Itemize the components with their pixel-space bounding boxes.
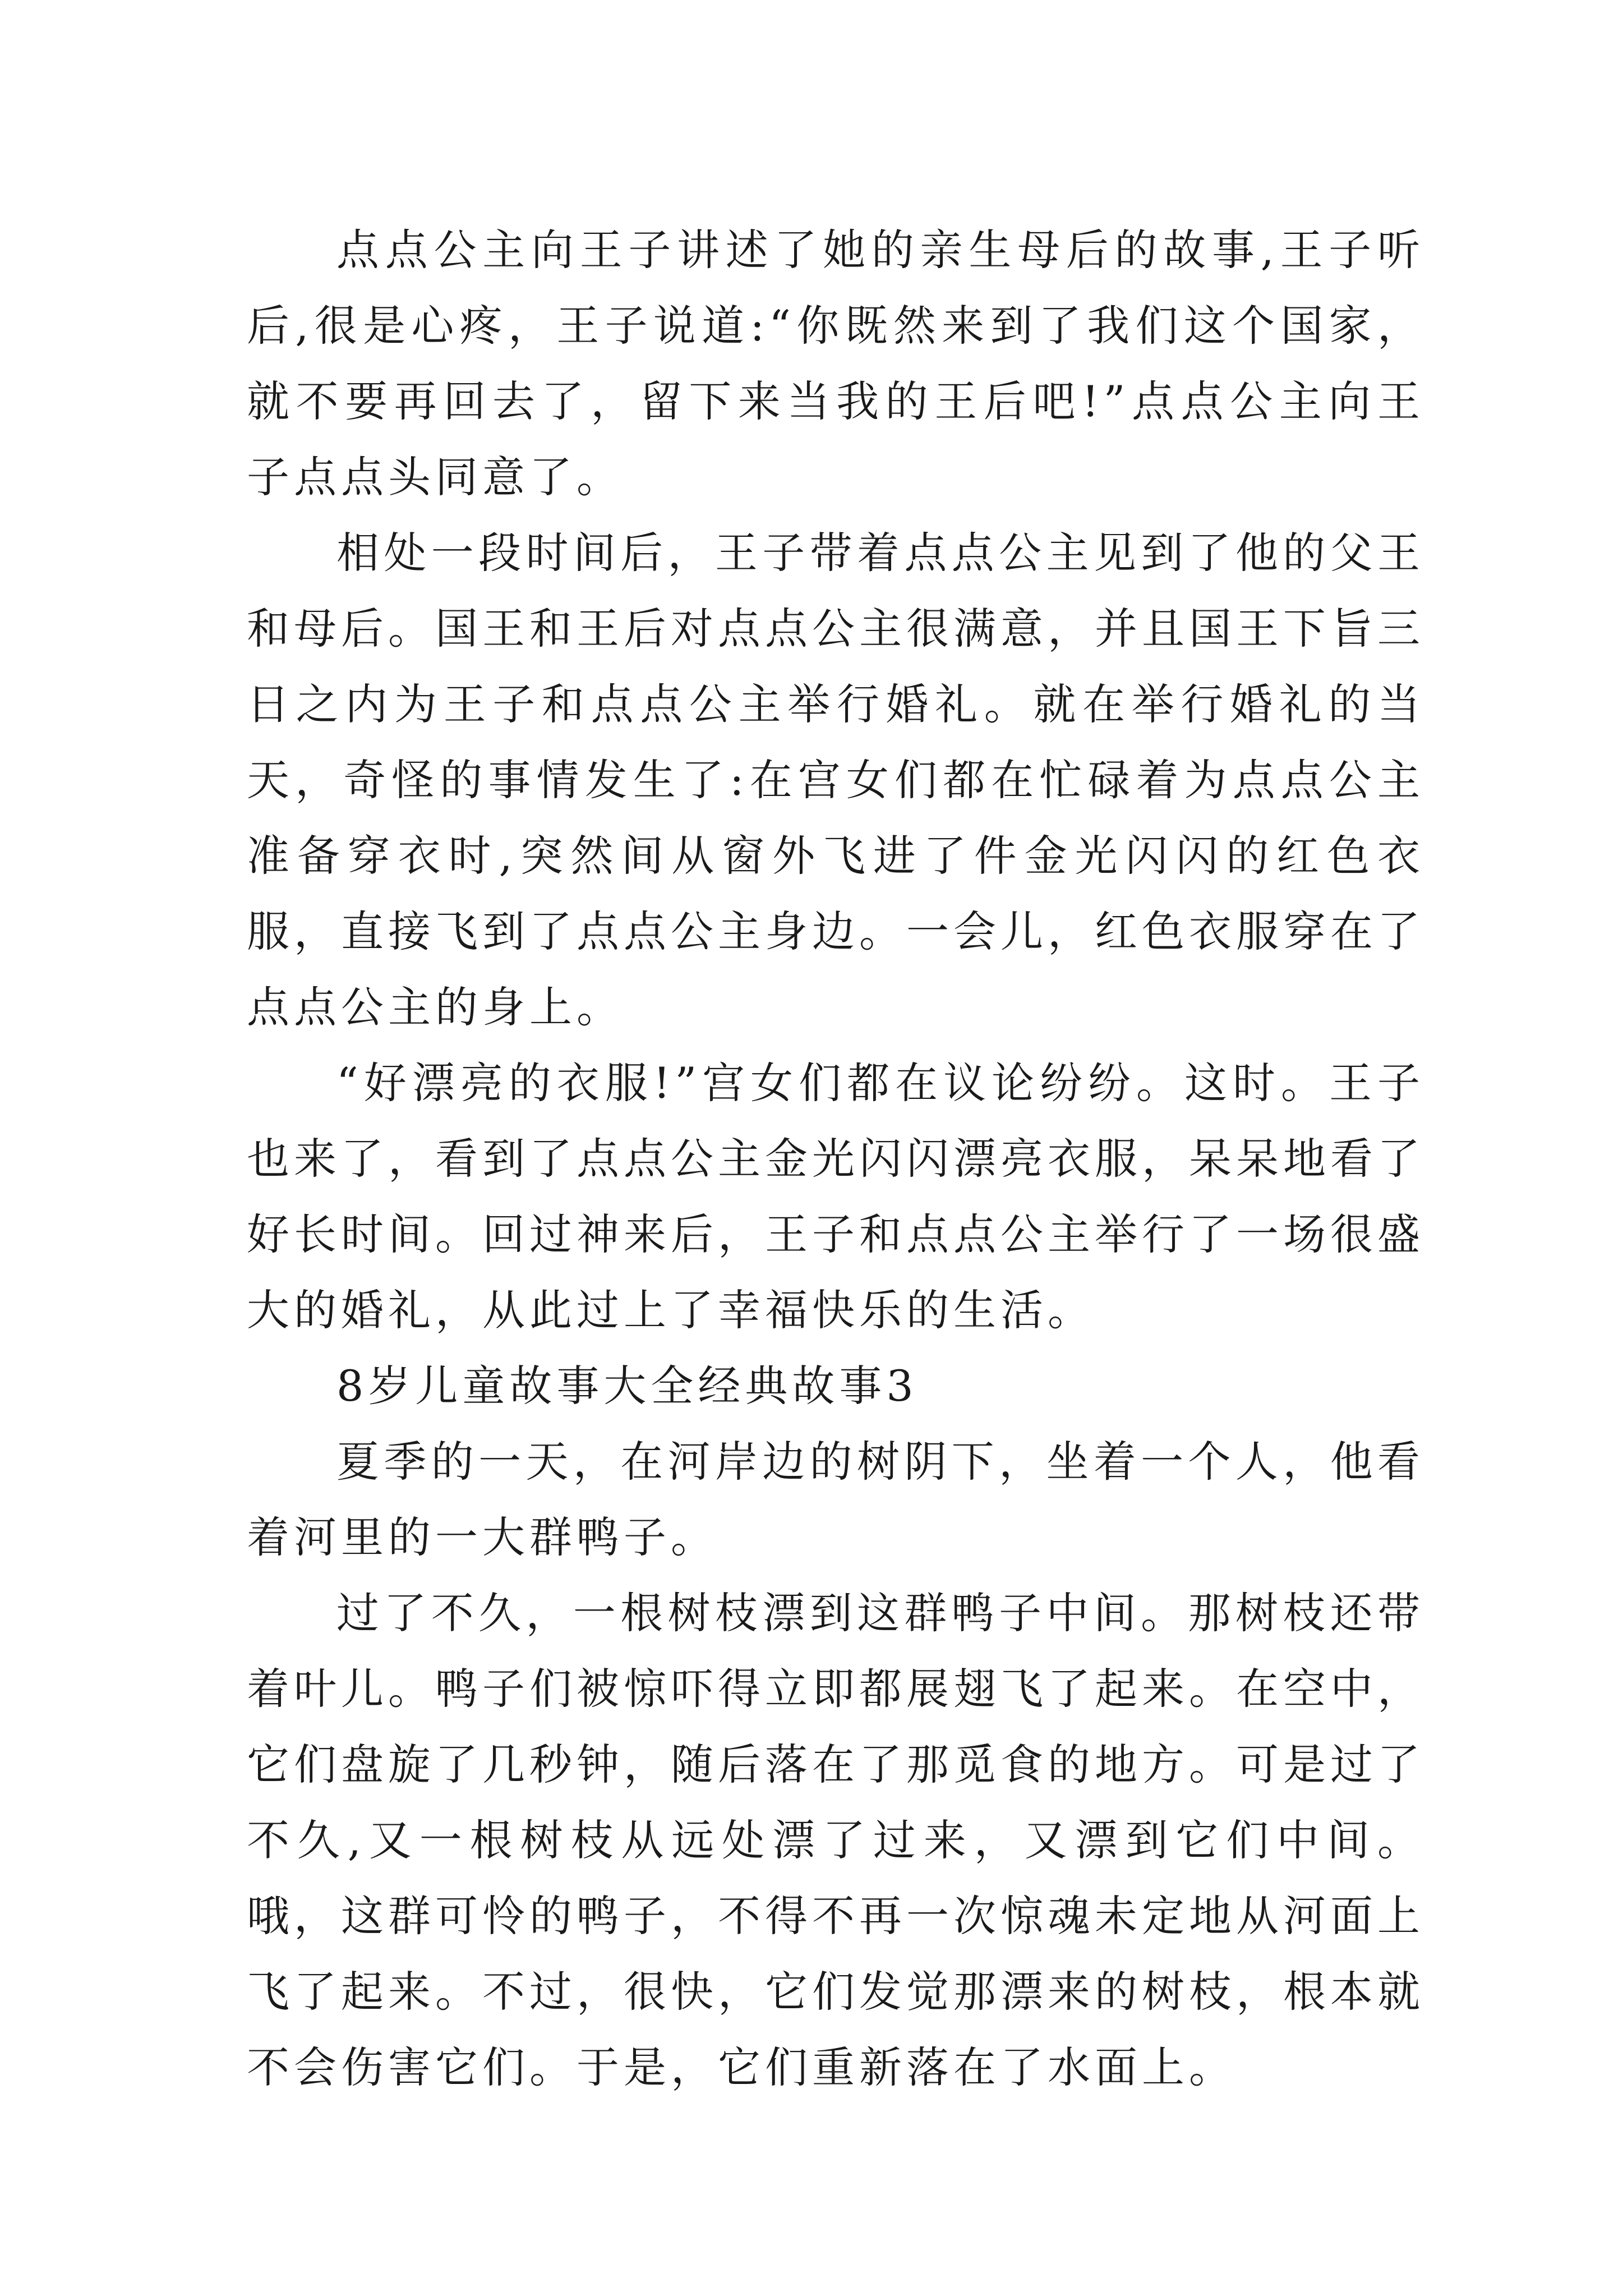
- paragraph-5: 过了不久，一根树枝漂到这群鸭子中间。那树枝还带着叶儿。鸭子们被惊吓得立即都展翅飞了起来。在空中，它们盘旋了几秒钟，随后落在了那觅食的地方。可是过了不久,又一根树枝从远处漂了过来，又漂到它们中间。哦，这群可怜的鸭子，不得不再一次惊魂未定地从河面上飞了起来。不过，很快，它们发觉那漂来的树枝，根本就不会伤害它们。于是，它们重新落在了水面上。: [247, 1588, 1424, 2092]
- paragraph-3: “好漂亮的衣服!”宫女们都在议论纷纷。这时。王子也来了，看到了点点公主金光闪闪漂亮衣服，呆呆地看了好长时间。回过神来后，王子和点点公主举行了一场很盛大的婚礼，从此过上了幸福快乐的生活。: [247, 1058, 1424, 1335]
- paragraph-1: 点点公主向王子讲述了她的亲生母后的故事,王子听后,很是心疼，王子说道:“你既然来到了我们这个国家，就不要再回去了，留下来当我的王后吧!”点点公主向王子点点头同意了。: [247, 225, 1424, 502]
- document-body: [247, 212, 1424, 2105]
- paragraph-4: 夏季的一天，在河岸边的树阴下，坐着一个人，他看着河里的一大群鸭子。: [247, 1437, 1424, 1562]
- section-heading: 8岁儿童故事大全经典故事3: [336, 1361, 918, 1411]
- paragraph-2: 相处一段时间后，王子带着点点公主见到了他的父王和母后。国王和王后对点点公主很满意，并且国王下旨三日之内为王子和点点公主举行婚礼。就在举行婚礼的当天，奇怪的事情发生了:在宫女们都在忙碌着为点点公主准备穿衣时,突然间从窗外飞进了件金光闪闪的红色衣服，直接飞到了点点公主身边。一会儿，红色衣服穿在了点点公主的身上。: [247, 528, 1424, 1032]
